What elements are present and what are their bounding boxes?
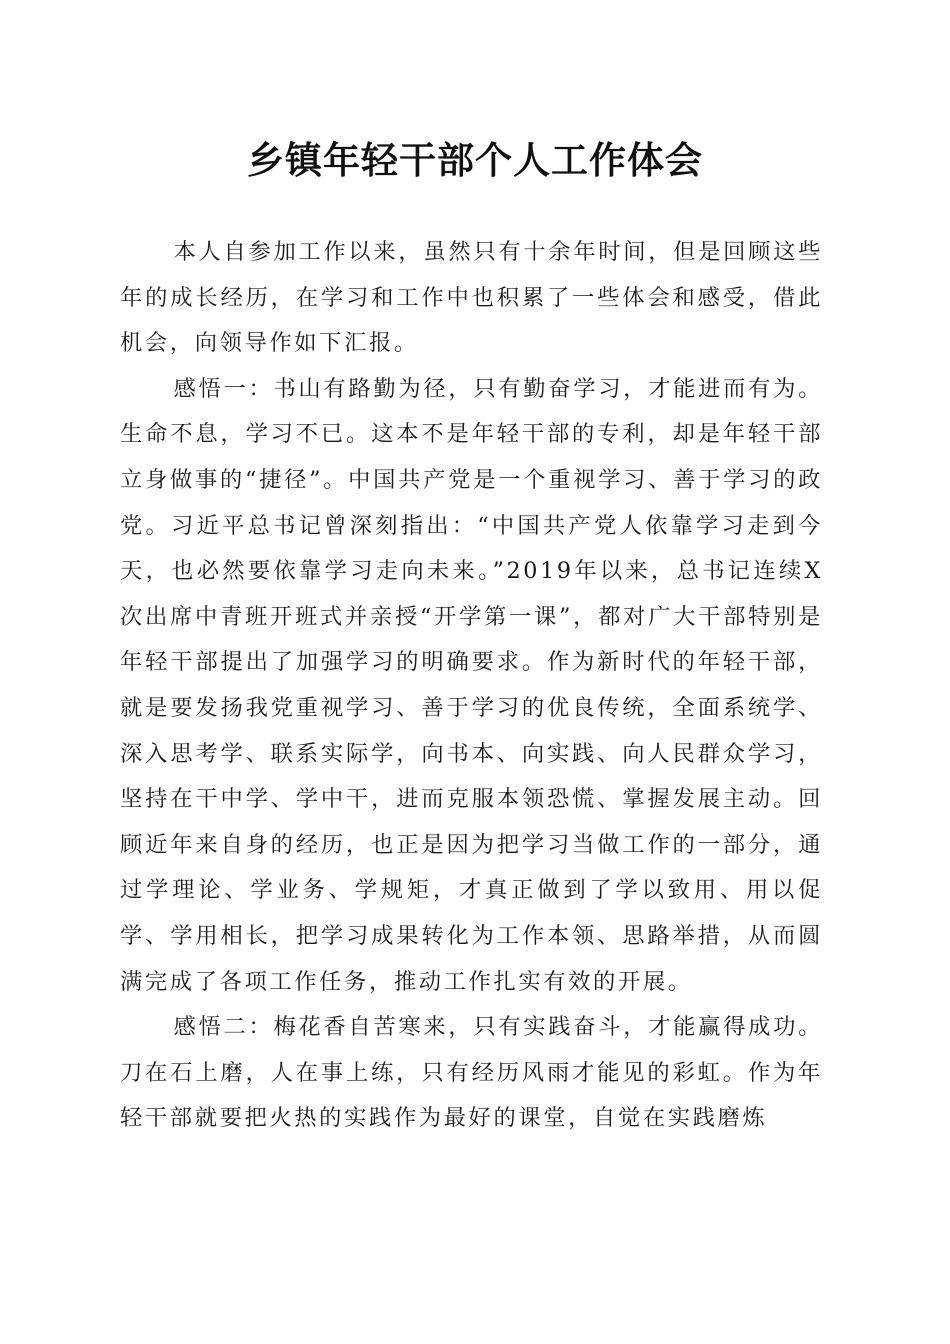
paragraph-insight-two: 感悟二：梅花香自苦寒来，只有实践奋斗，才能赢得成功。刀在石上磨，人在事上练，只有经历风雨才能见的彩虹。作为年轻干部就要把火热的实践作为最好的课堂，自觉在实践磨炼 — [120, 1014, 823, 1132]
document-body — [120, 230, 823, 1142]
document-title: 乡镇年轻干部个人工作体会 — [247, 138, 703, 182]
paragraph-insight-one: 感悟一：书山有路勤为径，只有勤奋学习，才能进而有为。生命不息，学习不已。这本不是年轻干部的专利，却是年轻干部立身做事的“捷径”。中国共产党是一个重视学习、善于学习的政党。习近平总书记曾深刻指出：“中国共产党人依靠学习走到今天，也必然要依靠学习走向未来。”2019年以来，总书记连续X次出席中青班开班式并亲授“开学第一课”，都对广大干部特别是年轻干部提出了加强学习的明确要求。作为新时代的年轻干部，就是要发扬我党重视学习、善于学习的优良传统，全面系统学、深入思考学、联系实际学，向书本、向实践、向人民群众学习，坚持在干中学、学中干，进而克服本领恐慌、掌握发展主动。回顾近年来自身的经历，也正是因为把学习当做工作的一部分，通过学理论、学业务、学规矩，才真正做到了学以致用、用以促学、学用相长，把学习成果转化为工作本领、思路举措，从而圆满完成了各项工作任务，推动工作扎实有效的开展。 — [120, 375, 823, 995]
paragraph-intro: 本人自参加工作以来，虽然只有十余年时间，但是回顾这些年的成长经历，在学习和工作中也积累了一些体会和感受，借此机会，向领导作如下汇报。 — [120, 239, 823, 357]
